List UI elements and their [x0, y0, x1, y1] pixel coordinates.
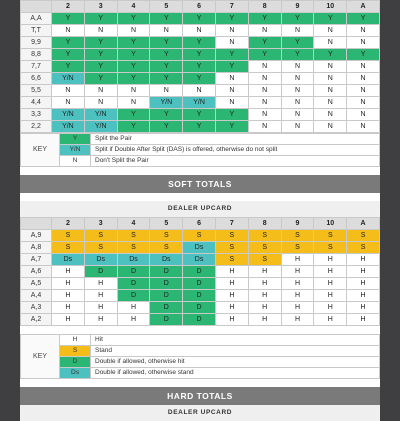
soft-row	[21, 230, 380, 242]
pairs-action-cell: N	[347, 61, 380, 73]
pairs-action-cell: Y	[183, 49, 216, 61]
pairs-action-cell: Y	[314, 13, 347, 25]
pairs-hand-label: 4,4	[21, 97, 52, 109]
soft-action-cell: S	[248, 242, 281, 254]
soft-totals-table	[20, 217, 380, 326]
pairs-action-cell: N	[281, 25, 314, 37]
pairs-action-cell: Y	[52, 49, 85, 61]
soft-action-cell: H	[84, 290, 117, 302]
pairs-action-cell: Y	[281, 37, 314, 49]
pairs-action-cell: Y	[150, 73, 183, 85]
pairs-action-cell: Y	[117, 121, 150, 133]
pairs-hand-label: 2,2	[21, 121, 52, 133]
pairs-action-cell: N	[52, 85, 85, 97]
soft-row	[21, 266, 380, 278]
soft-action-cell: Ds	[52, 254, 85, 266]
soft-action-cell: D	[183, 266, 216, 278]
pairs-dealer-card-header: 4	[117, 1, 150, 13]
pairs-action-cell: Y	[215, 61, 248, 73]
soft-action-cell: H	[314, 254, 347, 266]
pairs-action-cell: N	[52, 25, 85, 37]
soft-action-cell: H	[347, 302, 380, 314]
pairs-action-cell: N	[281, 121, 314, 133]
pairs-action-cell: Y	[248, 49, 281, 61]
soft-action-cell: H	[52, 314, 85, 326]
soft-action-cell: H	[52, 290, 85, 302]
soft-action-cell: H	[347, 266, 380, 278]
soft-action-cell: H	[347, 254, 380, 266]
pairs-action-cell: Y	[84, 49, 117, 61]
soft-action-cell: H	[215, 278, 248, 290]
pairs-action-cell: N	[215, 37, 248, 49]
soft-action-cell: D	[150, 278, 183, 290]
pairs-action-cell: N	[84, 25, 117, 37]
pairs-action-cell: N	[347, 121, 380, 133]
soft-key-text: Double if allowed, otherwise hit	[91, 357, 380, 368]
soft-action-cell: H	[248, 302, 281, 314]
pairs-action-cell: Y	[52, 61, 85, 73]
soft-hand-label: A,8	[21, 242, 52, 254]
pairs-action-cell: N	[248, 109, 281, 121]
soft-action-cell: S	[314, 242, 347, 254]
pairs-action-cell: N	[281, 109, 314, 121]
pairs-action-cell: Y	[248, 37, 281, 49]
soft-action-cell: D	[117, 290, 150, 302]
soft-action-cell: D	[150, 302, 183, 314]
pairs-action-cell: N	[347, 97, 380, 109]
soft-action-cell: H	[347, 314, 380, 326]
soft-hand-label: A,2	[21, 314, 52, 326]
soft-action-cell: H	[248, 278, 281, 290]
pairs-action-cell: N	[150, 25, 183, 37]
pairs-action-cell: Y	[117, 13, 150, 25]
soft-action-cell: Ds	[183, 254, 216, 266]
soft-action-cell: H	[314, 266, 347, 278]
soft-action-cell: S	[52, 242, 85, 254]
pairs-action-cell: Y	[215, 13, 248, 25]
soft-action-cell: D	[183, 278, 216, 290]
soft-action-cell: H	[314, 302, 347, 314]
pairs-row	[21, 73, 380, 85]
pairs-action-cell: Y	[150, 37, 183, 49]
soft-action-cell: S	[52, 230, 85, 242]
pairs-hand-label: 7,7	[21, 61, 52, 73]
pairs-row	[21, 13, 380, 25]
soft-action-cell: S	[84, 230, 117, 242]
pairs-action-cell: N	[314, 97, 347, 109]
pairs-action-cell: Y	[150, 49, 183, 61]
soft-action-cell: H	[347, 290, 380, 302]
pairs-dealer-card-header: 9	[281, 1, 314, 13]
soft-action-cell: D	[150, 290, 183, 302]
pairs-key-code: N	[60, 156, 91, 167]
pairs-action-cell: N	[248, 97, 281, 109]
pairs-action-cell: Y	[52, 37, 85, 49]
soft-row	[21, 254, 380, 266]
soft-dealer-card-header: 3	[84, 218, 117, 230]
soft-action-cell: S	[183, 230, 216, 242]
soft-action-cell: S	[248, 230, 281, 242]
soft-key-code: Ds	[60, 368, 91, 379]
soft-action-cell: H	[314, 278, 347, 290]
pairs-action-cell: N	[248, 73, 281, 85]
soft-action-cell: H	[52, 266, 85, 278]
soft-action-cell: S	[117, 242, 150, 254]
soft-action-cell: H	[281, 302, 314, 314]
pairs-action-cell: Y	[281, 49, 314, 61]
pairs-key	[20, 133, 380, 167]
pairs-hand-label: T,T	[21, 25, 52, 37]
soft-action-cell: S	[347, 242, 380, 254]
soft-action-cell: H	[52, 302, 85, 314]
pairs-dealer-card-header: A	[347, 1, 380, 13]
pairs-action-cell: N	[248, 25, 281, 37]
soft-totals-title: SOFT TOTALS	[20, 175, 380, 193]
soft-dealer-card-header: 10	[314, 218, 347, 230]
pairs-action-cell: N	[117, 25, 150, 37]
soft-action-cell: S	[150, 242, 183, 254]
pairs-action-cell: Y	[117, 49, 150, 61]
soft-action-cell: S	[347, 230, 380, 242]
soft-action-cell: H	[314, 290, 347, 302]
pairs-action-cell: Y	[84, 37, 117, 49]
pairs-action-cell: N	[314, 37, 347, 49]
soft-action-cell: H	[84, 302, 117, 314]
pairs-action-cell: Y	[215, 121, 248, 133]
soft-action-cell: Ds	[117, 254, 150, 266]
soft-action-cell: D	[84, 266, 117, 278]
soft-action-cell: H	[281, 290, 314, 302]
soft-dealer-card-header: 7	[215, 218, 248, 230]
pairs-corner-cell	[21, 1, 52, 13]
soft-action-cell: H	[248, 266, 281, 278]
pairs-action-cell: Y	[150, 61, 183, 73]
pairs-action-cell: N	[248, 85, 281, 97]
soft-action-cell: D	[117, 278, 150, 290]
pairs-action-cell: N	[215, 73, 248, 85]
soft-action-cell: H	[215, 314, 248, 326]
pairs-hand-label: A,A	[21, 13, 52, 25]
pairs-row	[21, 37, 380, 49]
pairs-dealer-card-header: 8	[248, 1, 281, 13]
soft-action-cell: H	[248, 290, 281, 302]
soft-action-cell: S	[314, 230, 347, 242]
soft-action-cell: Ds	[183, 242, 216, 254]
soft-action-cell: H	[314, 314, 347, 326]
pairs-dealer-card-header: 7	[215, 1, 248, 13]
pairs-action-cell: Y	[150, 109, 183, 121]
pairs-action-cell: Y	[84, 61, 117, 73]
pairs-action-cell: N	[314, 73, 347, 85]
soft-action-cell: D	[183, 290, 216, 302]
pairs-dealer-card-header: 6	[183, 1, 216, 13]
pairs-action-cell: N	[248, 61, 281, 73]
soft-dealer-upcard-label: DEALER UPCARD	[20, 201, 380, 217]
soft-action-cell: Ds	[150, 254, 183, 266]
soft-action-cell: H	[281, 278, 314, 290]
pairs-hand-label: 9,9	[21, 37, 52, 49]
soft-dealer-card-header: 8	[248, 218, 281, 230]
pairs-action-cell: Y/N	[183, 97, 216, 109]
pairs-action-cell: N	[314, 61, 347, 73]
pairs-key-code: Y/N	[60, 145, 91, 156]
soft-corner-cell	[21, 218, 52, 230]
pairs-header-row	[21, 1, 380, 13]
pairs-action-cell: N	[84, 97, 117, 109]
pairs-action-cell: N	[281, 61, 314, 73]
pairs-action-cell: Y	[84, 13, 117, 25]
pairs-action-cell: N	[314, 25, 347, 37]
strategy-sheet	[20, 0, 380, 416]
pairs-key-label: KEY	[21, 134, 60, 167]
soft-hand-label: A,6	[21, 266, 52, 278]
pair-splitting-table	[20, 0, 380, 133]
soft-row	[21, 302, 380, 314]
pairs-action-cell: N	[52, 97, 85, 109]
soft-dealer-card-header: 6	[183, 218, 216, 230]
soft-action-cell: S	[281, 230, 314, 242]
pairs-action-cell: N	[183, 85, 216, 97]
pairs-dealer-card-header: 2	[52, 1, 85, 13]
pairs-action-cell: N	[84, 85, 117, 97]
soft-action-cell: D	[183, 314, 216, 326]
soft-action-cell: H	[347, 278, 380, 290]
pairs-action-cell: Y	[183, 73, 216, 85]
pairs-action-cell: Y	[183, 37, 216, 49]
soft-action-cell: S	[84, 242, 117, 254]
pairs-action-cell: Y	[281, 13, 314, 25]
soft-action-cell: D	[183, 302, 216, 314]
soft-action-cell: H	[117, 314, 150, 326]
soft-action-cell: H	[281, 266, 314, 278]
pairs-action-cell: Y	[183, 121, 216, 133]
pairs-row	[21, 61, 380, 73]
soft-action-cell: D	[117, 266, 150, 278]
soft-action-cell: D	[150, 266, 183, 278]
soft-row	[21, 290, 380, 302]
pairs-dealer-card-header: 5	[150, 1, 183, 13]
pairs-action-cell: Y	[150, 121, 183, 133]
pairs-action-cell: N	[281, 73, 314, 85]
pairs-action-cell: N	[281, 97, 314, 109]
hard-dealer-upcard-label: DEALER UPCARD	[20, 405, 380, 421]
soft-action-cell: H	[248, 314, 281, 326]
pairs-action-cell: Y/N	[52, 109, 85, 121]
soft-dealer-card-header: 9	[281, 218, 314, 230]
pairs-action-cell: N	[248, 121, 281, 133]
soft-dealer-card-header: 5	[150, 218, 183, 230]
pairs-hand-label: 5,5	[21, 85, 52, 97]
pairs-action-cell: N	[215, 97, 248, 109]
soft-action-cell: H	[281, 314, 314, 326]
pairs-row	[21, 49, 380, 61]
soft-action-cell: S	[150, 230, 183, 242]
pairs-dealer-card-header: 3	[84, 1, 117, 13]
soft-action-cell: S	[281, 242, 314, 254]
soft-dealer-card-header: A	[347, 218, 380, 230]
soft-key-text: Double if allowed, otherwise stand	[91, 368, 380, 379]
pairs-action-cell: Y	[183, 61, 216, 73]
pairs-key-text: Split the Pair	[91, 134, 380, 145]
soft-hand-label: A,5	[21, 278, 52, 290]
soft-row	[21, 242, 380, 254]
soft-action-cell: H	[215, 290, 248, 302]
soft-key	[20, 334, 380, 379]
pairs-action-cell: N	[314, 85, 347, 97]
pairs-action-cell: Y	[248, 13, 281, 25]
soft-key-code: D	[60, 357, 91, 368]
pairs-action-cell: N	[314, 109, 347, 121]
pairs-hand-label: 3,3	[21, 109, 52, 121]
soft-action-cell: H	[84, 314, 117, 326]
soft-action-cell: Ds	[84, 254, 117, 266]
soft-key-text: Stand	[91, 346, 380, 357]
soft-action-cell: S	[215, 242, 248, 254]
pairs-action-cell: Y	[347, 49, 380, 61]
pairs-row	[21, 85, 380, 97]
hard-totals-title: HARD TOTALS	[20, 387, 380, 405]
pairs-action-cell: N	[150, 85, 183, 97]
pairs-row	[21, 121, 380, 133]
soft-action-cell: S	[248, 254, 281, 266]
pairs-action-cell: Y	[183, 13, 216, 25]
pairs-row	[21, 97, 380, 109]
pairs-action-cell: N	[314, 121, 347, 133]
pairs-action-cell: N	[347, 25, 380, 37]
pairs-action-cell: Y	[215, 49, 248, 61]
soft-action-cell: S	[215, 230, 248, 242]
pairs-hand-label: 6,6	[21, 73, 52, 85]
soft-action-cell: H	[215, 266, 248, 278]
soft-key-text: Hit	[91, 335, 380, 346]
soft-key-label: KEY	[21, 335, 60, 379]
soft-hand-label: A,4	[21, 290, 52, 302]
soft-hand-label: A,9	[21, 230, 52, 242]
pairs-hand-label: 8,8	[21, 49, 52, 61]
pairs-action-cell: Y	[117, 37, 150, 49]
soft-action-cell: H	[52, 278, 85, 290]
pairs-action-cell: Y	[117, 73, 150, 85]
soft-dealer-card-header: 4	[117, 218, 150, 230]
soft-key-code: S	[60, 346, 91, 357]
pairs-action-cell: Y	[117, 61, 150, 73]
pairs-action-cell: Y	[52, 13, 85, 25]
pairs-action-cell: N	[117, 97, 150, 109]
soft-header-row	[21, 218, 380, 230]
soft-row	[21, 278, 380, 290]
pairs-action-cell: Y/N	[84, 109, 117, 121]
soft-action-cell: D	[150, 314, 183, 326]
soft-row	[21, 314, 380, 326]
soft-hand-label: A,3	[21, 302, 52, 314]
pairs-key-text: Split if Double After Split (DAS) is offered, otherwise do not split	[91, 145, 380, 156]
pairs-action-cell: Y/N	[150, 97, 183, 109]
pairs-action-cell: N	[347, 37, 380, 49]
pairs-dealer-card-header: 10	[314, 1, 347, 13]
pairs-action-cell: Y	[117, 109, 150, 121]
soft-action-cell: H	[281, 254, 314, 266]
pairs-action-cell: N	[347, 109, 380, 121]
pairs-action-cell: Y/N	[52, 121, 85, 133]
soft-action-cell: H	[117, 302, 150, 314]
pairs-action-cell: Y	[347, 13, 380, 25]
pairs-action-cell: Y	[84, 73, 117, 85]
soft-action-cell: H	[84, 278, 117, 290]
pairs-action-cell: Y	[314, 49, 347, 61]
pairs-key-text: Don't Split the Pair	[91, 156, 380, 167]
pairs-action-cell: N	[215, 85, 248, 97]
soft-hand-label: A,7	[21, 254, 52, 266]
soft-action-cell: H	[215, 302, 248, 314]
soft-key-code: H	[60, 335, 91, 346]
pairs-action-cell: N	[281, 85, 314, 97]
pairs-row	[21, 25, 380, 37]
pairs-action-cell: N	[347, 85, 380, 97]
pairs-key-code: Y	[60, 134, 91, 145]
pairs-action-cell: Y	[183, 109, 216, 121]
soft-dealer-card-header: 2	[52, 218, 85, 230]
pairs-action-cell: Y/N	[84, 121, 117, 133]
pairs-action-cell: Y	[215, 109, 248, 121]
pairs-action-cell: Y/N	[52, 73, 85, 85]
pairs-action-cell: N	[117, 85, 150, 97]
pairs-action-cell: N	[215, 25, 248, 37]
soft-action-cell: S	[117, 230, 150, 242]
soft-action-cell: S	[215, 254, 248, 266]
pairs-action-cell: N	[183, 25, 216, 37]
pairs-action-cell: N	[347, 73, 380, 85]
pairs-action-cell: Y	[150, 13, 183, 25]
pairs-row	[21, 109, 380, 121]
